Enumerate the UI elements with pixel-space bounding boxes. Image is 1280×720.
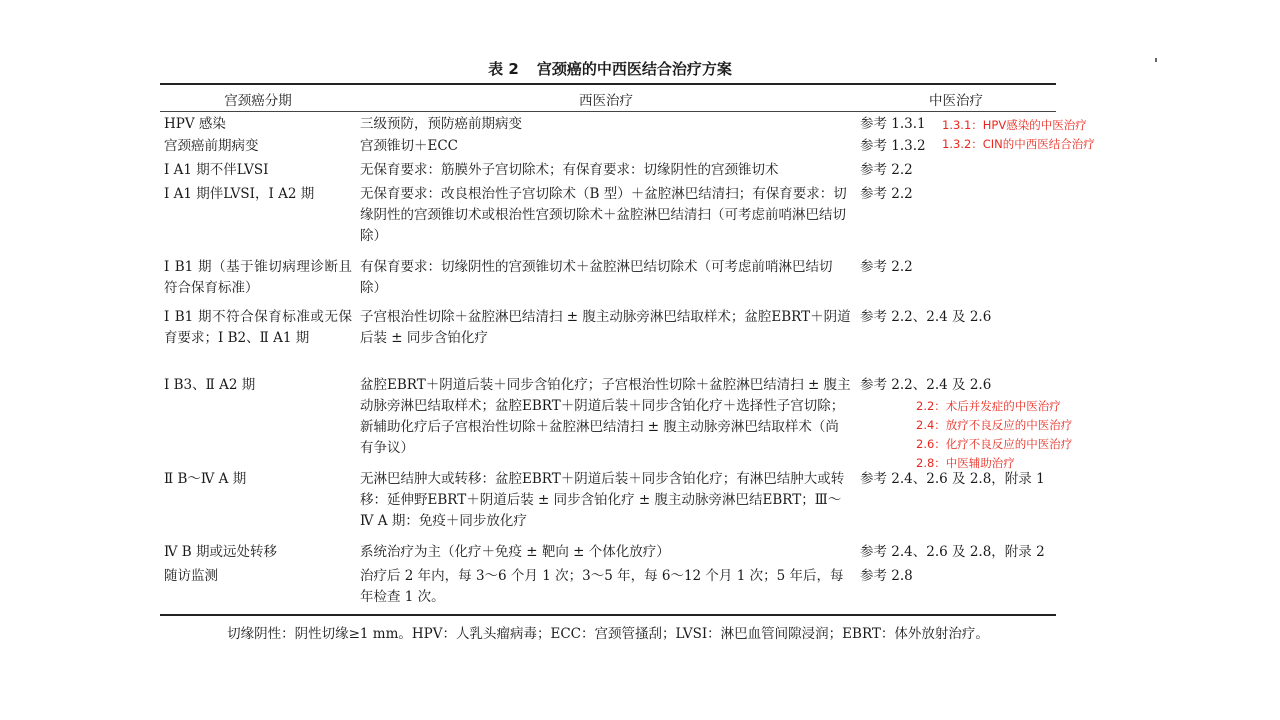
western-cell: 宫颈锥切＋ECC <box>360 138 459 154</box>
tcm-cell: 参考 2.2 <box>860 259 913 275</box>
stage-cell: Ⅳ B 期或远处转移 <box>164 544 277 560</box>
western-cell: 治疗后 2 年内，每 3～6 个月 1 次；3～5 年，每 6～12 个月 1 次；5 年后，每年检查 1 次。 <box>360 568 844 605</box>
bottom-rule <box>160 614 1056 616</box>
annotation-note: 1.3.2：CIN的中西医结合治疗 <box>942 137 1095 151</box>
table-row <box>160 307 1056 375</box>
annotation-bottom <box>916 397 1072 473</box>
table-row <box>160 257 1056 307</box>
table-number: 表 2 <box>488 60 519 78</box>
annotation-note: 2.2：术后并发症的中医治疗 <box>916 399 1061 413</box>
tcm-cell: 参考 2.2 <box>860 186 913 202</box>
table-row <box>160 136 1056 160</box>
tcm-cell: 参考 2.2、2.4 及 2.6 <box>860 377 992 393</box>
annotation-note: 2.4：放疗不良反应的中医治疗 <box>916 418 1073 432</box>
table-row <box>160 566 1056 614</box>
table-title <box>160 58 1060 79</box>
annotation-note: 1.3.1：HPV感染的中医治疗 <box>942 118 1087 132</box>
table-row <box>160 469 1056 542</box>
western-cell: 子宫根治性切除＋盆腔淋巴结清扫 ± 腹主动脉旁淋巴结取样术；盆腔EBRT＋阴道后装 ± 同步含铂化疗 <box>360 309 851 346</box>
stage-cell: Ⅰ A1 期伴LVSI，Ⅰ A2 期 <box>164 186 315 202</box>
stage-cell: Ⅰ B1 期（基于锥切病理诊断且符合保育标准） <box>164 259 352 296</box>
stage-cell: Ⅰ B1 期不符合保育标准或无保育要求；Ⅰ B2、Ⅱ A1 期 <box>164 309 352 346</box>
western-cell: 系统治疗为主（化疗＋免疫 ± 靶向 ± 个体化放疗） <box>360 544 670 560</box>
annotation-note: 2.8：中医辅助治疗 <box>916 456 1015 470</box>
stage-cell: Ⅱ B～Ⅳ A 期 <box>164 471 247 487</box>
western-cell: 无淋巴结肿大或转移：盆腔EBRT＋阴道后装＋同步含铂化疗；有淋巴结肿大或转移：延伸野EBRT＋阴道后装 ± 同步含铂化疗 ± 腹主动脉旁淋巴结EBRT；Ⅲ～Ⅳ A 期：免疫＋同步放化疗 <box>360 471 845 529</box>
stage-cell: 随访监测 <box>164 568 218 584</box>
tcm-cell: 参考 2.2 <box>860 162 913 178</box>
western-cell: 三级预防，预防癌前期病变 <box>360 116 522 132</box>
stage-cell: 宫颈癌前期病变 <box>164 138 259 154</box>
stage-cell: Ⅰ A1 期不伴LVSI <box>164 162 269 178</box>
western-cell: 无保育要求：筋膜外子宫切除术；有保育要求：切缘阴性的宫颈锥切术 <box>360 162 779 178</box>
tcm-cell: 参考 1.3.1 <box>860 116 926 132</box>
page-mark <box>1155 58 1157 62</box>
western-cell: 无保育要求：改良根治性子宫切除术（B 型）＋盆腔淋巴结清扫；有保育要求：切缘阴性的宫颈锥切术或根治性宫颈切除术＋盆腔淋巴结清扫（可考虑前哨淋巴结切除） <box>360 186 847 244</box>
col-header-western: 西医治疗 <box>579 92 633 109</box>
annotation-note: 2.6：化疗不良反应的中医治疗 <box>916 437 1073 451</box>
treatment-table <box>160 90 1056 614</box>
col-header-stage: 宫颈癌分期 <box>224 92 292 109</box>
table-footnote: 切缘阴性：阴性切缘≥1 mm。HPV：人乳头瘤病毒；ECC：宫颈管搔刮；LVSI：淋巴血管间隙浸润；EBRT：体外放射治疗。 <box>227 626 989 642</box>
table-title-text: 宫颈癌的中西医结合治疗方案 <box>536 60 732 78</box>
table-row <box>160 184 1056 257</box>
tcm-cell: 参考 1.3.2 <box>860 138 926 154</box>
tcm-cell: 参考 2.4、2.6 及 2.8，附录 1 <box>860 471 1045 487</box>
stage-cell: Ⅰ B3、Ⅱ A2 期 <box>164 377 256 393</box>
tcm-cell: 参考 2.4、2.6 及 2.8，附录 2 <box>860 544 1045 560</box>
table-row <box>160 160 1056 184</box>
tcm-cell: 参考 2.8 <box>860 568 913 584</box>
header-row <box>160 90 1056 112</box>
annotation-top <box>942 116 1095 154</box>
top-rule <box>160 83 1056 85</box>
col-header-tcm: 中医治疗 <box>929 92 983 109</box>
tcm-cell: 参考 2.2、2.4 及 2.6 <box>860 309 992 325</box>
table-row <box>160 112 1056 136</box>
table-row <box>160 542 1056 566</box>
western-cell: 盆腔EBRT＋阴道后装＋同步含铂化疗；子宫根治性切除＋盆腔淋巴结清扫 ± 腹主动脉旁淋巴结取样术；盆腔EBRT＋阴道后装＋同步含铂化疗＋选择性子宫切除；新辅助化疗后子宫根治性切除＋盆腔淋巴结清扫 ± 腹主动脉旁淋巴结取样术（尚有争议） <box>360 377 851 456</box>
western-cell: 有保育要求：切缘阴性的宫颈锥切术＋盆腔淋巴结切除术（可考虑前哨淋巴结切除） <box>360 259 833 296</box>
stage-cell: HPV 感染 <box>164 116 226 132</box>
